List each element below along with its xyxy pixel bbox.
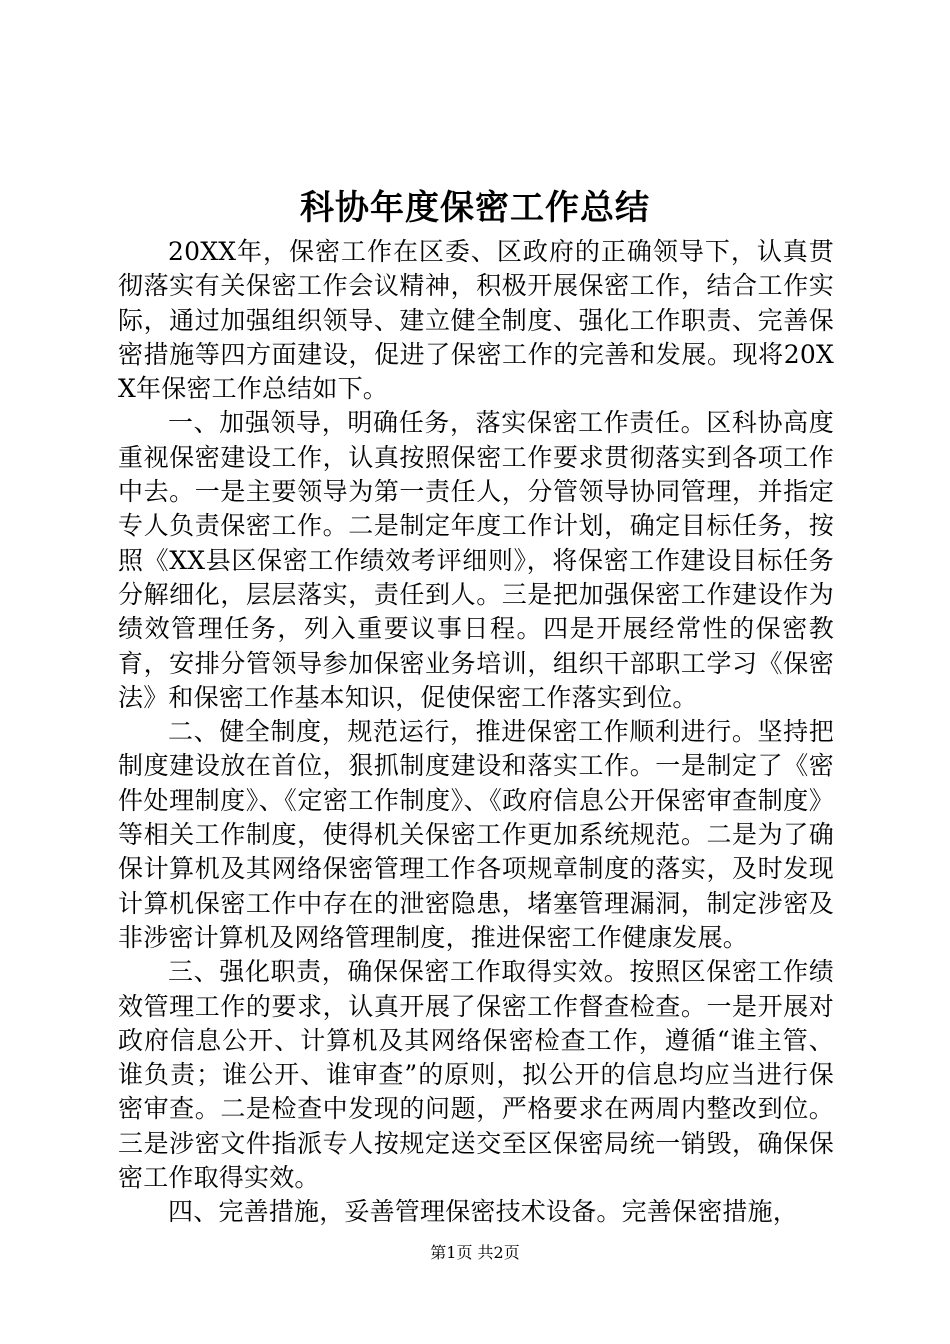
paragraph-section-3: 三、强化职责，确保保密工作取得实效。按照区保密工作绩效管理工作的要求，认真开展了保密工作督查检查。一是开展对政府信息公开、计算机及其网络保密检查工作，遵循“谁主管、谁负责；谁公开、谁审查”的原则，拟公开的信息均应当进行保密审查。二是检查中发现的问题，严格要求在两周内整改到位。三是涉密文件指派专人按规定送交至区保密局统一销毁，确保保密工作取得实效。 (118, 957, 834, 1193)
document-title: 科协年度保密工作总结 (300, 188, 650, 228)
paragraph-intro: 20XX年，保密工作在区委、区政府的正确领导下，认真贯彻落实有关保密工作会议精神，积极开展保密工作，结合工作实际，通过加强组织领导、建立健全制度、强化工作职责、完善保密措施等四方面建设，促进了保密工作的完善和发展。现将20XX年保密工作总结如下。 (118, 237, 834, 404)
paragraph-section-1: 一、加强领导，明确任务，落实保密工作责任。区科协高度重视保密建设工作，认真按照保密工作要求贯彻落实到各项工作中去。一是主要领导为第一责任人，分管领导协同管理，并指定专人负责保密工作。二是制定年度工作计划，确定目标任务，按照《XX县区保密工作绩效考评细则》，将保密工作建设目标任务分解细化，层层落实，责任到人。三是把加强保密工作建设作为绩效管理任务，列入重要议事日程。四是开展经常性的保密教育，安排分管领导参加保密业务培训，组织干部职工学习《保密法》和保密工作基本知识，促使保密工作落实到位。 (118, 408, 834, 712)
paragraph-section-2: 二、健全制度，规范运行，推进保密工作顺利进行。坚持把制度建设放在首位，狠抓制度建设和落实工作。一是制定了《密件处理制度》、《定密工作制度》、《政府信息公开保密审查制度》等相关工作制度，使得机关保密工作更加系统规范。二是为了确保计算机及其网络保密管理工作各项规章制度的落实，及时发现计算机保密工作中存在的泄密隐患，堵塞管理漏洞，制定涉密及非涉密计算机及网络管理制度，推进保密工作健康发展。 (118, 717, 834, 952)
paragraph-section-4: 四、完善措施，妥善管理保密技术设备。完善保密措施， (168, 1197, 799, 1227)
page-number-footer: 第1页 共2页 (430, 1243, 520, 1262)
document-body (118, 235, 834, 1230)
